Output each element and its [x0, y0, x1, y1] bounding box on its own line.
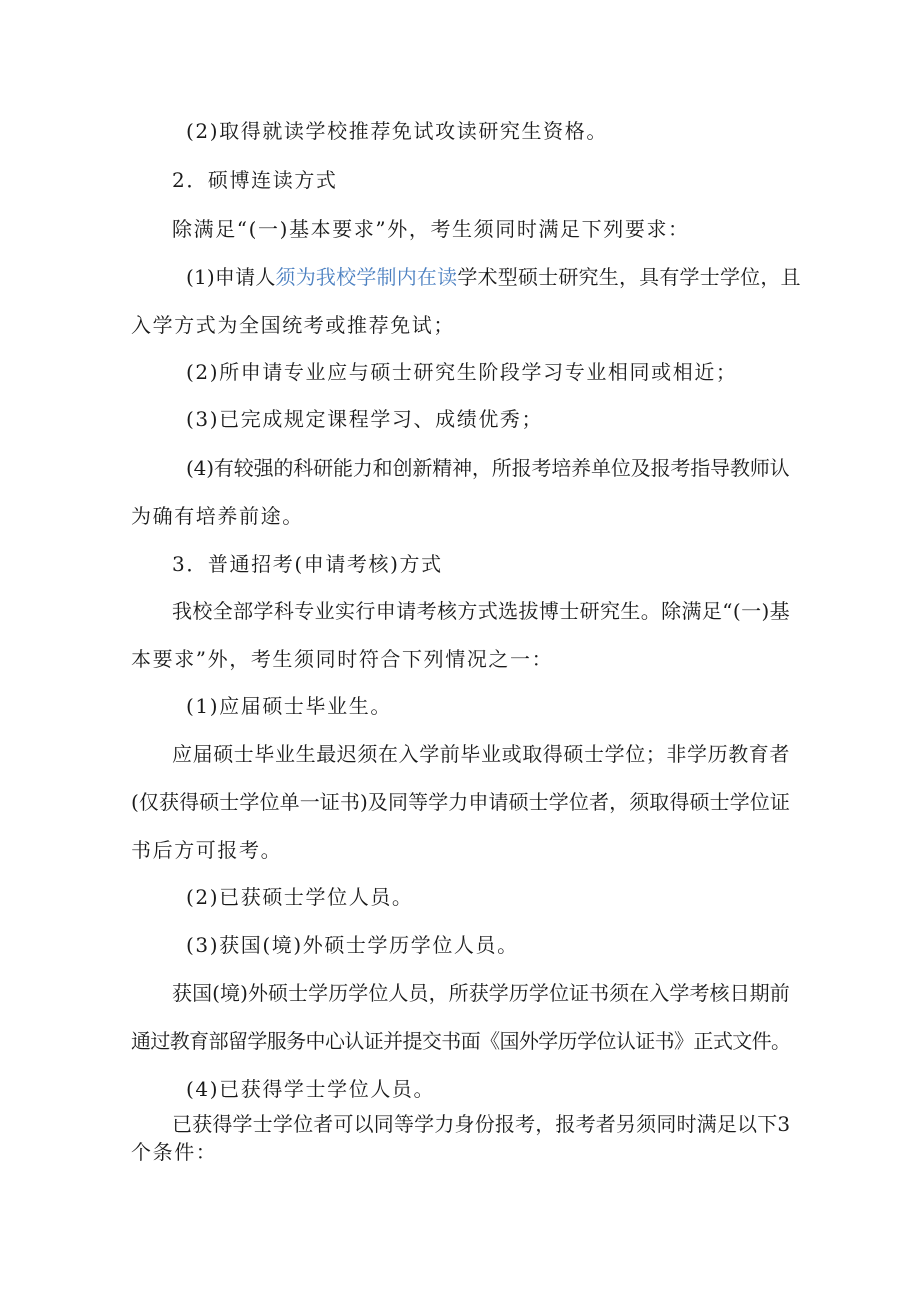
paragraph-obtained-master: (2)已获硕士学位人员。 [186, 885, 414, 909]
paragraph-item-1-continuation: 入学方式为全国统考或推荐免试； [131, 313, 455, 337]
item-1-suffix: 学术型硕士研究生，具有学士学位，且 [457, 265, 801, 289]
paragraph-item-1-applicant [186, 263, 801, 291]
paragraph-foreign-degree-detail: 获国(境)外硕士学历学位人员，所获学历学位证书须在入学考核日期前 [172, 981, 790, 1005]
section-heading-2: 2．硕博连读方式 [172, 168, 338, 192]
paragraph-bachelor-detail-line2: 个条件： [131, 1140, 218, 1164]
paragraph-item-3-courses: (3)已完成规定课程学习、成绩优秀； [186, 407, 544, 431]
paragraph-graduate-detail-line3: 书后方可报考。 [131, 838, 283, 862]
paragraph-item-2-major: (2)所申请专业应与硕士研究生阶段学习专业相同或相近； [186, 360, 738, 384]
paragraph-item-4-research: (4)有较强的科研能力和创新精神，所报考培养单位及报考指导教师认 [186, 456, 790, 480]
paragraph-foreign-degree: (3)获国(境)外硕士学历学位人员。 [186, 933, 519, 957]
paragraph-requirements-intro: 除满足“(一)基本要求”外，考生须同时满足下列要求： [172, 217, 690, 241]
paragraph-general-exam: 我校全部学科专业实行申请考核方式选拔博士研究生。除满足“(一)基 [172, 599, 791, 623]
highlighted-text: 须为我校学制内在读 [275, 265, 458, 289]
paragraph-item-4-continuation: 为确有培养前途。 [131, 504, 304, 528]
paragraph-general-exam-continuation: 本要求”外，考生须同时符合下列情况之一： [131, 647, 554, 671]
paragraph-foreign-degree-detail-line2: 通过教育部留学服务中心认证并提交书面《国外学历学位认证书》正式文件。 [131, 1029, 791, 1053]
paragraph-item-2-recommendation: (2)取得就读学校推荐免试攻读研究生资格。 [186, 119, 608, 143]
paragraph-graduate-detail-line2: (仅获得硕士学位单一证书)及同等学力申请硕士学位者，须取得硕士学位证 [131, 790, 791, 814]
paragraph-graduate-master: (1)应届硕士毕业生。 [186, 694, 392, 718]
paragraph-bachelor-degree: (4)已获得学士学位人员。 [186, 1077, 436, 1101]
item-1-prefix: (1)申请人 [186, 265, 276, 289]
paragraph-bachelor-detail: 已获得学士学位者可以同等学力身份报考，报考者另须同时满足以下3 [172, 1112, 791, 1136]
section-heading-3: 3．普通招考(申请考核)方式 [172, 552, 443, 576]
paragraph-graduate-detail: 应届硕士毕业生最迟须在入学前毕业或取得硕士学位；非学历教育者 [172, 742, 790, 766]
